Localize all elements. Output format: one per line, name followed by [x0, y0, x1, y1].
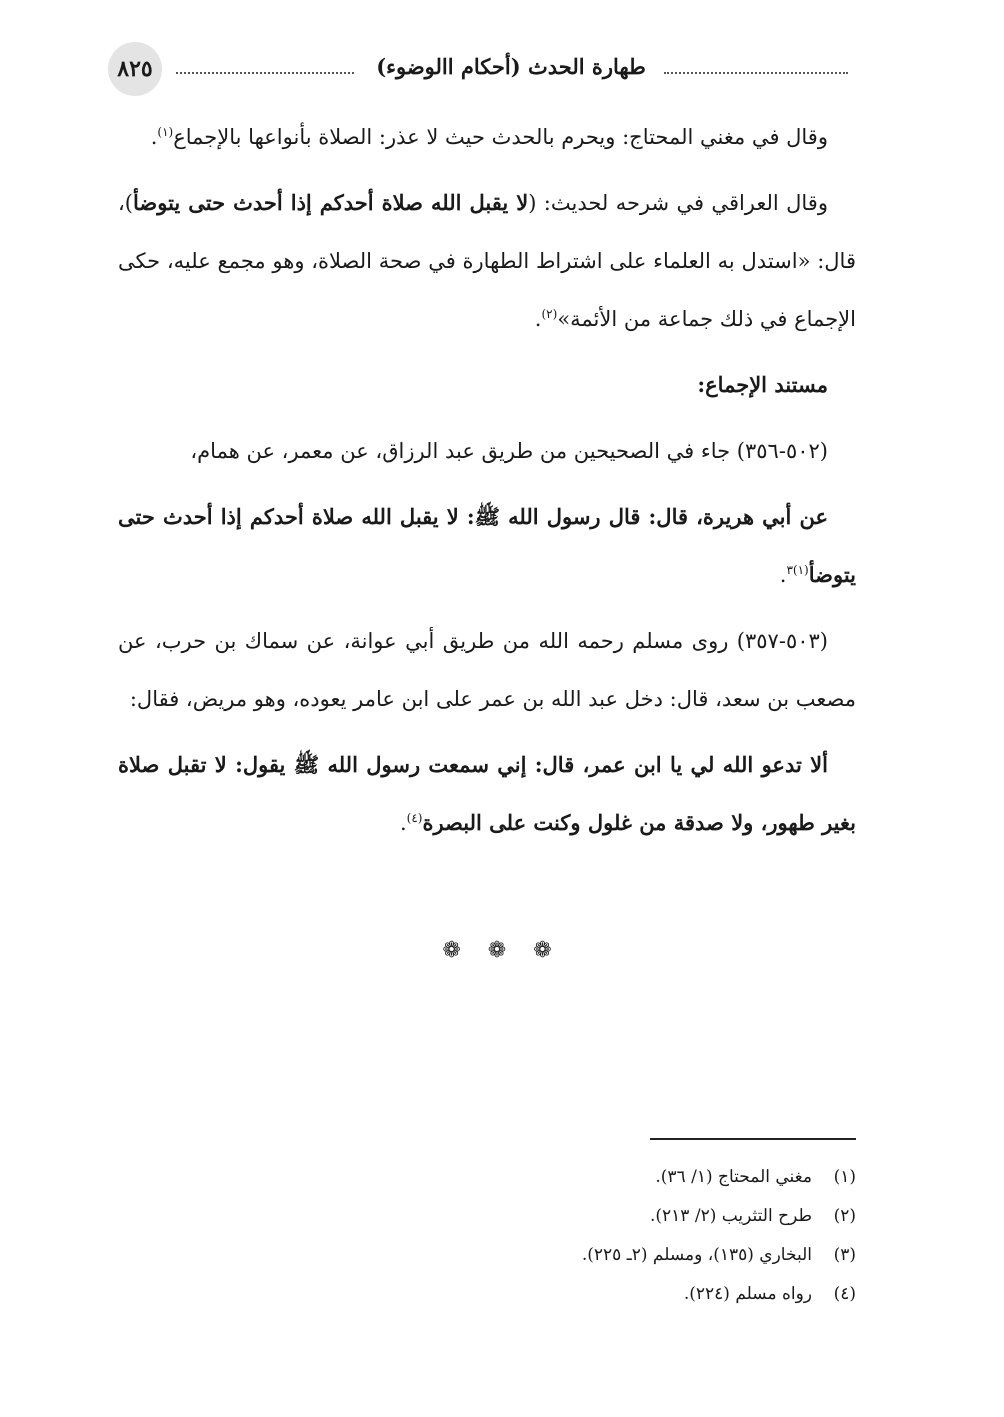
footnote-item [118, 1275, 856, 1314]
footnote-number: (٢) [833, 1206, 856, 1226]
paragraph-end: . [779, 563, 787, 587]
paragraph-hadith-502 [118, 422, 856, 480]
paragraph-text: (٥٠٣-٣٥٧) روى مسلم رحمه الله من طريق أبي عوانة، عن سماك بن حرب، عن مصعب بن سعد، قال: دخل عبد الله بن عمر على ابن عامر يعوده، وهو مريض، فقال: [118, 629, 856, 711]
paragraph-rest: )، قال: «استدل به العلماء على اشتراط الطهارة في صحة الصلاة، وهو مجمع عليه، حكى الإجماع في ذلك جماعة من الأئمة» [118, 191, 856, 331]
section-heading [118, 356, 856, 414]
paragraph-end: . [399, 811, 407, 835]
footnote-number: (٣) [833, 1245, 856, 1265]
paragraph-ibn-umar [118, 736, 856, 852]
header-leader-dots-right [664, 72, 848, 74]
footnote-item [118, 1158, 856, 1197]
footnotes [118, 1158, 856, 1314]
footnote-number: (٤) [833, 1284, 856, 1304]
footnote-item [118, 1197, 856, 1236]
paragraph-text: وقال في مغني المحتاج: ويحرم بالحدث حيث لا عذر: الصلاة بأنواعها بالإجماع [173, 125, 828, 149]
hadith-quote: لا يقبل الله صلاة أحدكم إذا أحدث حتى يتوضأ [132, 190, 529, 215]
paragraph-iraqi [118, 174, 856, 348]
paragraph-end: . [150, 125, 158, 149]
paragraph-mughni [118, 108, 856, 166]
footnote-ref: (١)٣ [786, 563, 809, 577]
paragraph-lead: وقال العراقي في شرحه لحديث: ( [528, 191, 828, 215]
running-title: طهارة الحدث (أحكام االوضوء) [376, 54, 646, 79]
footnote-text: طرح التثريب (٢/ ٢١٣). [649, 1206, 812, 1226]
footnote-text: رواه مسلم (٢٢٤). [683, 1284, 812, 1304]
page-number: ٨٢٥ [108, 42, 162, 96]
footnote-ref: (٤) [406, 811, 423, 825]
hadith-text: عن أبي هريرة، قال: قال رسول الله ﷺ: لا يقبل الله صلاة أحدكم إذا أحدث حتى يتوضأ [118, 504, 856, 587]
section-heading-text: مستند الإجماع: [697, 372, 828, 397]
header-leader-dots-left [176, 72, 354, 74]
paragraph-hadith-503 [118, 612, 856, 728]
main-text [118, 108, 856, 860]
paragraph-abu-hurayra [118, 488, 856, 604]
paragraph-text: (٥٠٢-٣٥٦) جاء في الصحيحين من طريق عبد الرزاق، عن معمر، عن همام، [190, 439, 828, 463]
footnote-separator [650, 1138, 856, 1140]
paragraph-end: . [534, 307, 542, 331]
hadith-text: ألا تدعو الله لي يا ابن عمر، قال: إني سمعت رسول الله ﷺ يقول: لا تقبل صلاة بغير طهور، ولا صدقة من غلول وكنت على البصرة [118, 752, 856, 835]
page-header [108, 42, 858, 98]
footnote-item [118, 1236, 856, 1275]
footnote-text: البخاري (١٣٥)، ومسلم (٢ـ ٢٢٥). [581, 1245, 812, 1265]
footnote-ref: (١) [157, 125, 174, 139]
footnote-text: مغني المحتاج (١/ ٣٦). [655, 1167, 812, 1187]
section-ornament: ❁ ❁ ❁ [442, 938, 562, 963]
footnote-number: (١) [833, 1167, 856, 1187]
footnote-ref: (٢) [541, 307, 558, 321]
